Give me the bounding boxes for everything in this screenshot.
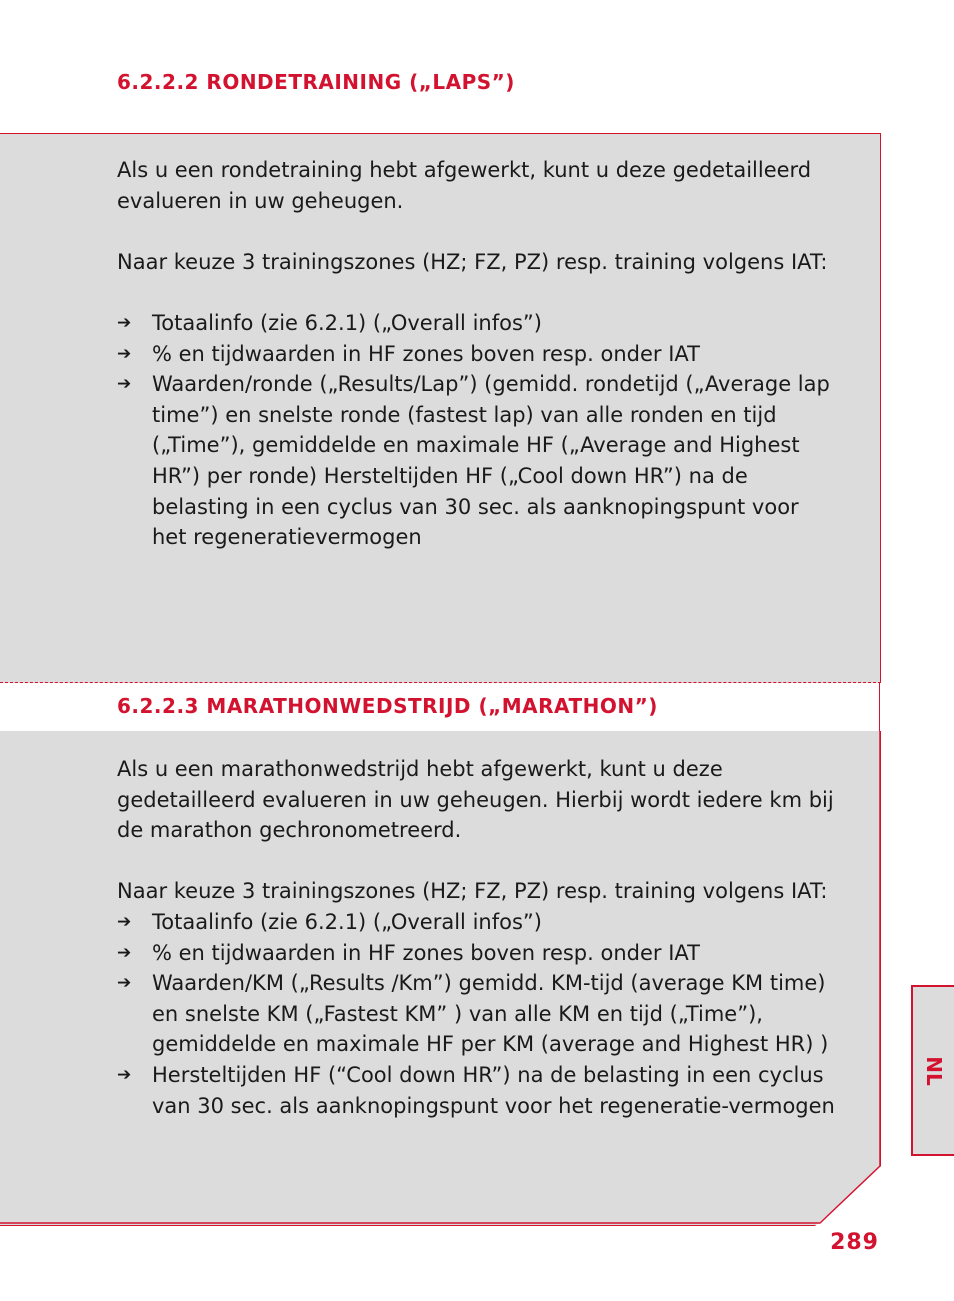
section-title-rondetraining: 6.2.2.2 RONDETRAINING („LAPS”) (117, 70, 515, 94)
language-tab (911, 985, 954, 1156)
page-number: 289 (830, 1230, 879, 1255)
list-item: ➔ % en tijdwaarden in HF zones boven resp. onder IAT (117, 938, 837, 969)
list-item: ➔ Waarden/KM („Results /Km”) gemidd. KM-tijd (average KM time) en snelste KM („Fastest KM” ) van alle KM en tijd („Time”), gemiddelde en maximale HF per KM (average and Highest HR) ) (117, 968, 837, 1060)
list-item: ➔ Totaalinfo (zie 6.2.1) („Overall infos”) (117, 308, 837, 339)
arrow-icon: ➔ (117, 343, 132, 364)
paragraph-intro: Als u een marathonwedstrijd hebt afgewerkt, kunt u deze gedetailleerd evalueren in uw geheugen. Hierbij wordt iedere km bij de marathon gechronometreerd. (117, 757, 834, 843)
body-text-marathon (117, 754, 837, 1121)
list-item: ➔ Waarden/ronde („Results/Lap”) (gemidd. rondetijd („Average lap time”) en snelste ronde (fastest lap) van alle ronden en tijd („Time”), gemiddelde en maximale HF („Average and Highest HR”) per ronde) Hersteltijden HF („Cool down HR”) na de belasting in een cyclus van 30 sec. als aanknopingspunt voor het regeneratievermogen (117, 369, 837, 553)
arrow-icon: ➔ (117, 374, 132, 395)
bullet-list (117, 308, 837, 553)
bullet-list (117, 907, 837, 1121)
paragraph-intro: Als u een rondetraining hebt afgewerkt, kunt u deze gedetailleerd evalueren in uw geheugen. (117, 158, 812, 213)
body-text-rondetraining (117, 155, 837, 553)
arrow-icon: ➔ (117, 942, 132, 963)
language-tab-label: NL (921, 1055, 946, 1086)
divider-dashed-top (0, 682, 881, 683)
arrow-icon: ➔ (117, 1064, 132, 1085)
arrow-icon: ➔ (117, 973, 132, 994)
section-title-marathon: 6.2.2.3 MARATHONWEDSTRIJD („MARATHON”) (117, 694, 658, 718)
paragraph-zones: Naar keuze 3 trainingszones (HZ; FZ, PZ) resp. training volgens IAT: (117, 879, 828, 904)
list-item: ➔ % en tijdwaarden in HF zones boven resp. onder IAT (117, 339, 837, 370)
arrow-icon: ➔ (117, 911, 132, 932)
list-item: ➔ Totaalinfo (zie 6.2.1) („Overall infos”) (117, 907, 837, 938)
divider-side (879, 682, 880, 732)
paragraph-zones: Naar keuze 3 trainingszones (HZ; FZ, PZ) resp. training volgens IAT: (117, 249, 828, 274)
list-item: ➔ Hersteltijden HF (“Cool down HR”) na de belasting in een cyclus van 30 sec. als aanknopingspunt voor het regeneratie-vermogen (117, 1060, 837, 1121)
arrow-icon: ➔ (117, 312, 132, 333)
